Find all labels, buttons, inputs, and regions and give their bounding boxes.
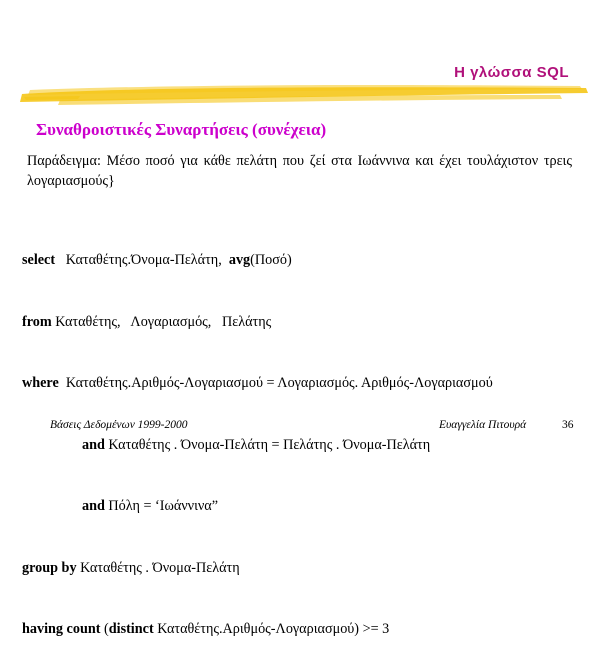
from-line bbox=[22, 312, 493, 333]
select-line bbox=[22, 250, 493, 271]
select-column: Καταθέτης.Όνομα-Πελάτη, bbox=[65, 252, 222, 268]
group-by-column: Καταθέτης . Όνομα-Πελάτη bbox=[80, 559, 240, 576]
group-by-keyword: group by bbox=[22, 559, 77, 576]
and-line-2 bbox=[22, 496, 493, 517]
footer-course: Βάσεις Δεδομένων 1999-2000 bbox=[50, 419, 188, 431]
select-keyword: select bbox=[22, 252, 56, 268]
from-tables: Καταθέτης, Λογαριασμός, Πελάτης bbox=[55, 313, 272, 330]
footer-author: Ευαγγελία Πιτουρά bbox=[439, 419, 527, 431]
where-line bbox=[22, 373, 493, 394]
where-condition: Καταθέτης.Αριθμός-Λογαριασμού = Λογαριασμός. Αριθμός-Λογαριασμού bbox=[65, 375, 493, 391]
having-open-paren: ( bbox=[100, 621, 109, 637]
and-line-1 bbox=[22, 435, 493, 456]
section-title: Συναθροιστικές Συναρτήσεις (συνέχεια) bbox=[36, 120, 327, 139]
and-keyword: and bbox=[82, 436, 105, 453]
group-by-line bbox=[22, 558, 493, 579]
page-number: 36 bbox=[562, 419, 574, 431]
avg-argument: (Ποσό) bbox=[250, 252, 292, 268]
and-keyword: and bbox=[82, 498, 105, 514]
from-keyword: from bbox=[22, 313, 52, 330]
sql-query bbox=[22, 209, 493, 660]
where-keyword: where bbox=[22, 375, 59, 391]
and-condition: Καταθέτης . Όνομα-Πελάτη = Πελάτης . Όνομα-Πελάτη bbox=[108, 436, 431, 453]
and-condition: Πόλη = ‘Ιωάννινα” bbox=[108, 498, 219, 514]
having-condition: Καταθέτης.Αριθμός-Λογαριασμού) >= 3 bbox=[157, 621, 390, 637]
header-title: Η γλώσσα SQL bbox=[454, 64, 569, 81]
example-text: Παράδειγμα: Μέσο ποσό για κάθε πελάτη που ζεί στα Ιωάννινα και έχει τουλάχιστον τρεις λογαριασμούς} bbox=[27, 153, 572, 189]
having-count-keyword: having count bbox=[22, 621, 101, 637]
having-line bbox=[22, 619, 493, 640]
avg-keyword: avg bbox=[228, 252, 251, 268]
distinct-keyword: distinct bbox=[108, 621, 154, 637]
highlight-brush-stroke bbox=[0, 0, 600, 120]
